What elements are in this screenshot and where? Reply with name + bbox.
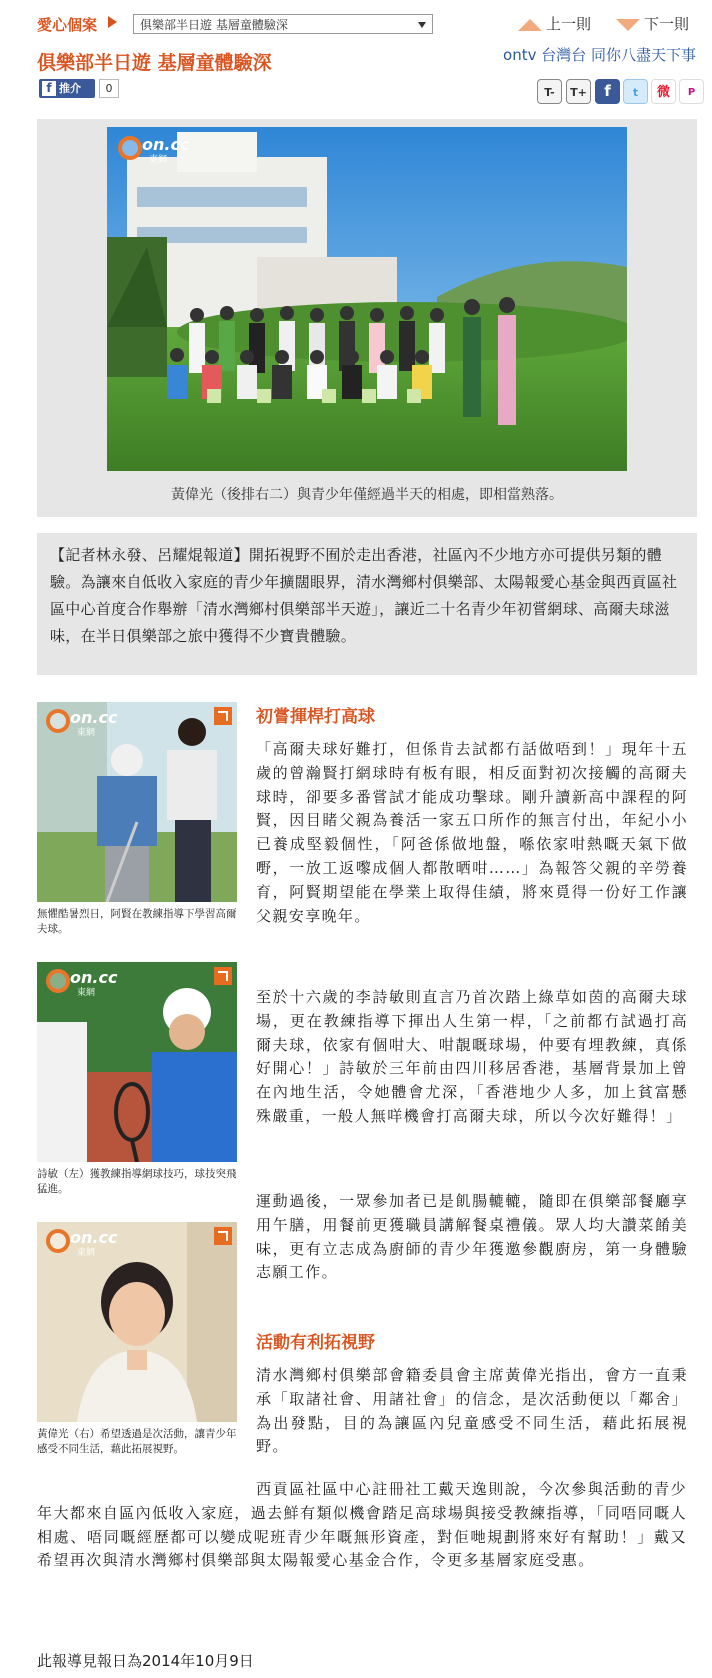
- next-label: 下一則: [644, 15, 690, 33]
- body-paragraph: 「高爾夫球好難打，但係肯去試都冇話做唔到！」現年十五歲的曾瀚賢打網球時有板有眼，相反面對初次接觸的高爾夫球時，卻要多番嘗試才能成功擊球。剛升讀新高中課程的阿賢，因目睹父親為養活一家五口所作的無言付出，年紀小小已養成堅毅個性，「阿爸係做地盤，喺依家咁熱嘅天氣下做嘢，一放工返嚟成個人都散晒咁……」為報答父親的辛勞養育，阿賢期望能在學業上取得佳績，將來覓得一份好工作讓父親安享晚年。: [256, 740, 688, 925]
- section-arrow-icon: [108, 16, 117, 28]
- plurk-share-button[interactable]: P: [679, 79, 704, 104]
- body-paragraph: 清水灣鄉村俱樂部會籍委員會主席黃偉光指出，會方一直秉承「取諸社會、用諸社會」的信念，是次活動便以「鄰舍」為出發點，目的為讓區內兒童感受不同生活，藉此拓展視野。: [256, 1366, 688, 1456]
- oncc-logo-ring-icon: [46, 969, 70, 993]
- arrow-up-icon: [518, 19, 542, 31]
- body-paragraph-text: 西貢區社區中心註冊社工戴天逸則說，今次參與活動的青少年大都來自區內低收入家庭，過去鮮有類似機會踏足高球場與接受教練指導，「同唔同嘅人相處、唔同嘅經歷都可以變成呢班青少年嘅無形資產，對佢哋規劃將來好有幫助！」戴又希望再次與清水灣鄉村俱樂部與太陽報愛心基金合作，令更多基層家庭受惠。: [37, 1480, 687, 1570]
- oncc-logo-ring-icon: [46, 1229, 70, 1253]
- expand-icon[interactable]: [214, 967, 232, 985]
- oncc-watermark-icon: [43, 706, 118, 738]
- font-decrease-button[interactable]: T-: [537, 79, 562, 104]
- article-select[interactable]: [133, 14, 433, 34]
- thumbnail-portrait[interactable]: [37, 1222, 237, 1422]
- main-photo-image: [107, 127, 627, 471]
- chevron-down-icon: [418, 22, 426, 28]
- facebook-share-button[interactable]: f: [595, 79, 620, 104]
- twitter-share-button[interactable]: t: [623, 79, 648, 104]
- oncc-watermark-icon: [43, 1226, 118, 1258]
- main-photo[interactable]: [107, 127, 627, 471]
- watermark-brand: on.cc: [142, 135, 190, 154]
- thumbnail-caption: 詩敏（左）獲教練指導網球技巧，球技突飛猛進。: [37, 1168, 237, 1195]
- watermark-brand: on.cc: [70, 708, 118, 727]
- oncc-watermark-icon: [115, 133, 190, 165]
- watermark-sub: 東網: [77, 988, 96, 998]
- expand-icon[interactable]: [214, 1227, 232, 1245]
- body-paragraph-wide: [37, 1478, 687, 1573]
- main-photo-caption: 黃偉光（後排右二）與青少年僅經過半天的相處，即相當熟落。: [171, 487, 563, 503]
- oncc-logo-ring-icon: [118, 136, 142, 160]
- watermark-brand: on.cc: [70, 968, 118, 987]
- section-heading: 初嘗揮桿打高球: [256, 707, 375, 727]
- like-button[interactable]: [39, 79, 95, 98]
- oncc-logo-ring-icon: [46, 709, 70, 733]
- lead-paragraph: 【記者林永發、呂耀焜報道】開拓視野不囿於走出香港，社區內不少地方亦可提供另類的體驗。為讓來自低收入家庭的青少年擴闊眼界，清水灣鄉村俱樂部、太陽報愛心基金與西貢區社區中心首度合作舉辦「清水灣鄉村俱樂部半天遊」，讓近二十名青少年初嘗網球、高爾夫球滋味，在半日俱樂部之旅中獲得不少寶貴體驗。: [50, 546, 678, 645]
- oncc-watermark-icon: [43, 966, 118, 998]
- watermark-sub: 東網: [77, 728, 96, 738]
- thumbnail-caption: 黃偉光（右）希望透過是次活動，讓青少年感受不同生活，藉此拓展視野。: [37, 1428, 237, 1455]
- expand-icon[interactable]: [214, 707, 232, 725]
- section-link[interactable]: 愛心個案: [37, 16, 98, 34]
- like-label: 推介: [59, 82, 81, 95]
- thumbnail-caption: 無懼酷暑烈日，阿賢在教練指導下學習高爾夫球。: [37, 908, 237, 935]
- prev-article-link[interactable]: [518, 13, 591, 34]
- font-increase-button[interactable]: T+: [566, 79, 591, 104]
- next-article-link[interactable]: [616, 13, 689, 34]
- article-select-value: 俱樂部半日遊 基層童體驗深: [140, 18, 288, 32]
- thumbnail-golf[interactable]: [37, 702, 237, 902]
- article-title: 俱樂部半日遊 基層童體驗深: [37, 52, 272, 74]
- watermark-brand: on.cc: [70, 1228, 118, 1247]
- thumbnail-tennis[interactable]: [37, 962, 237, 1162]
- watermark-sub: 東網: [149, 155, 168, 165]
- promo-link[interactable]: ontv 台灣台 同你八盡天下事: [503, 46, 696, 64]
- publish-date-note: 此報導見報日為2014年10月9日: [37, 1652, 254, 1670]
- body-paragraph: 運動過後，一眾參加者已是飢腸轆轆，隨即在俱樂部餐廳享用午膳，用餐前更獲職員講解餐桌禮儀。眾人均大讚菜餚美味，更有立志成為廚師的青少年獲邀參觀廚房，第一身體驗志願工作。: [256, 1192, 688, 1282]
- body-paragraph: 至於十六歲的李詩敏則直言乃首次踏上綠草如茵的高爾夫球場，更在教練指導下揮出人生第一桿，「之前都冇試過打高爾夫球，依家有個咁大、咁靚嘅球場，仲要有埋教練，真係好開心！」詩敏於三年前由四川移居香港，基層背景加上曾在內地生活，令她體會尤深，「香港地少人多，加上貧富懸殊嚴重，一般人無咩機會打高爾夫球，所以今次好難得！」: [256, 988, 688, 1125]
- section-heading: 活動有利拓視野: [256, 1333, 375, 1353]
- watermark-sub: 東網: [77, 1248, 96, 1258]
- prev-label: 上一則: [546, 15, 592, 33]
- weibo-share-button[interactable]: 微: [651, 79, 676, 104]
- arrow-down-icon: [616, 19, 640, 31]
- facebook-icon: f: [42, 81, 56, 96]
- like-count: 0: [99, 79, 119, 98]
